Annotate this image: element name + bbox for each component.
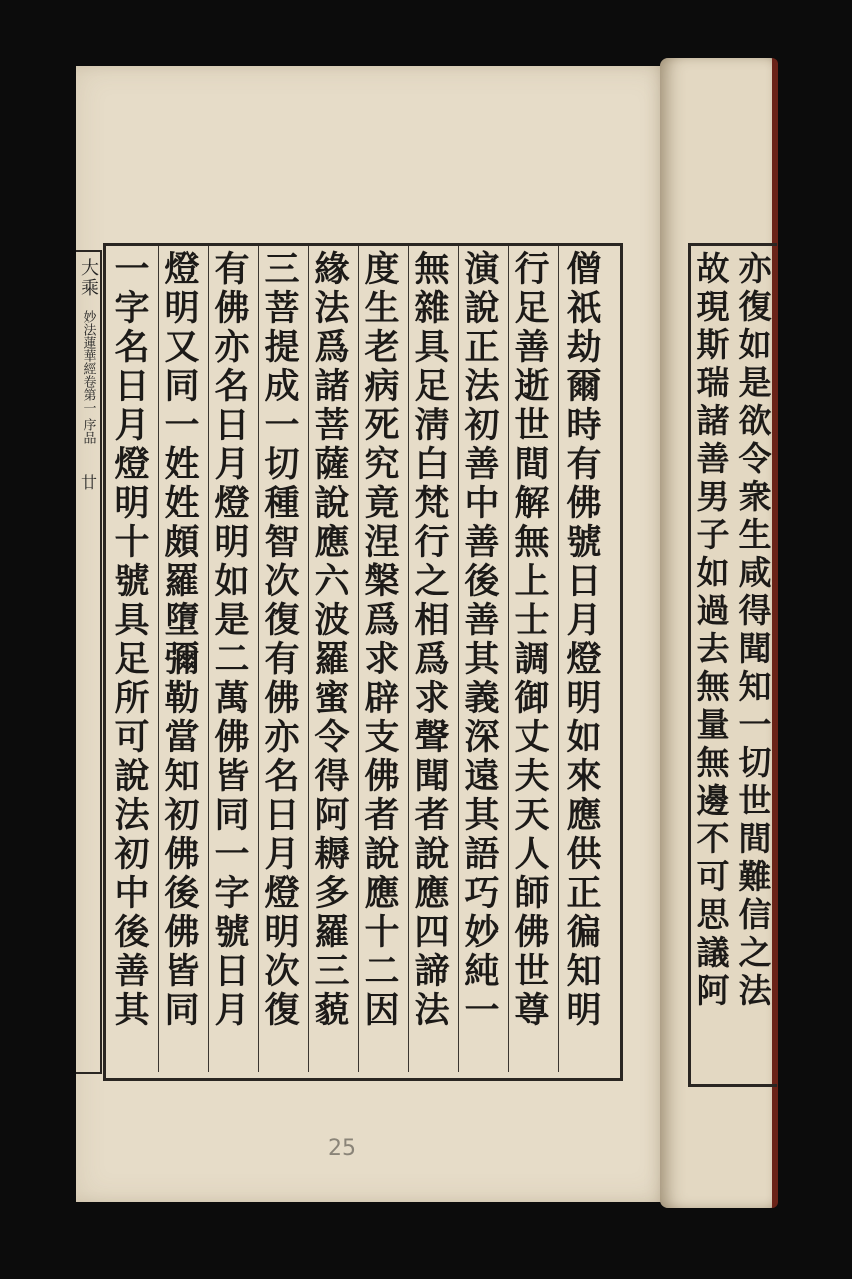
- column-rule: [258, 246, 259, 1072]
- margin-subtitle: 妙法蓮華經卷第一 序品: [80, 310, 96, 445]
- text-column: 一 字 名 日 月 燈 明 十 號 具 足 所 可 說 法 初 中 後 善 其: [114, 249, 150, 1031]
- margin-page-number: 廿: [78, 474, 98, 491]
- text-column: 緣 法 爲 諸 菩 薩 說 應 六 波 羅 蜜 令 得 阿 耨 多 羅 三 藐: [314, 249, 350, 1031]
- margin-column: [76, 250, 102, 1074]
- text-column: 三 菩 提 成 一 切 種 智 次 復 有 佛 亦 名 日 月 燈 明 次 復: [264, 249, 300, 1031]
- pencil-note: 25: [328, 1136, 356, 1161]
- text-column: 有 佛 亦 名 日 月 燈 明 如 是 二 萬 佛 皆 同 一 字 號 日 月: [214, 249, 250, 1031]
- text-column: 度 生 老 病 死 究 竟 涅 槃 爲 求 辟 支 佛 者 說 應 十 二 因: [364, 249, 400, 1031]
- column-rule: [558, 246, 559, 1072]
- text-column: 僧 祇 劫 爾 時 有 佛 號 日 月 燈 明 如 來 應 供 正 徧 知 明: [566, 249, 602, 1031]
- text-column: 演 說 正 法 初 善 中 善 後 善 其 義 深 遠 其 語 巧 妙 純 一: [464, 249, 500, 1031]
- fold-text-column: 故 現 斯 瑞 諸 善 男 子 如 過 去 無 量 無 邊 不 可 思 議 阿: [696, 249, 730, 1010]
- margin-title: 大乘: [78, 258, 99, 298]
- column-rule: [208, 246, 209, 1072]
- text-column: 無 雜 具 足 淸 白 梵 行 之 相 爲 求 聲 聞 者 說 應 四 諦 法: [414, 249, 450, 1031]
- text-column: 行 足 善 逝 世 間 解 無 上 士 調 御 丈 夫 天 人 師 佛 世 尊: [514, 249, 550, 1031]
- column-rule: [308, 246, 309, 1072]
- fold-text-column: 亦 復 如 是 欲 令 衆 生 咸 得 聞 知 一 切 世 間 難 信 之 法: [738, 249, 772, 1010]
- column-rule: [358, 246, 359, 1072]
- text-column: 燈 明 又 同 一 姓 姓 頗 羅 墮 彌 勒 當 知 初 佛 後 佛 皆 同: [164, 249, 200, 1031]
- column-rule: [458, 246, 459, 1072]
- column-rule: [158, 246, 159, 1072]
- column-rule: [508, 246, 509, 1072]
- column-rule: [408, 246, 409, 1072]
